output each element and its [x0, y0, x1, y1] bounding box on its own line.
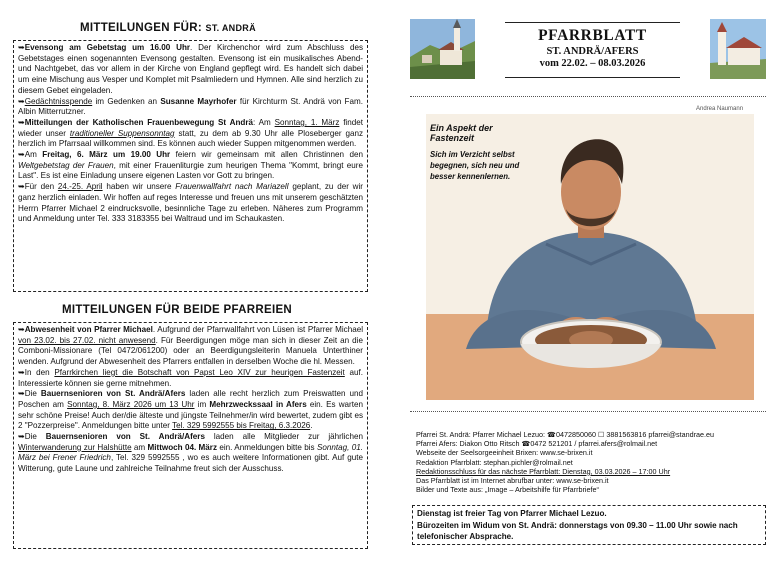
announcement-text: Frauenwallfahrt nach Mariazell — [175, 182, 289, 192]
announcement-item — [18, 389, 363, 432]
announcement-text: . Aufgrund der Pfarrwallfahrt von Lüsen ist Pfarrer Michael — [152, 325, 363, 334]
announcement-text: Pfarrkirchen liegt die Botschaft von Papst Leo XIV zur heurigen Fastenzeit — [54, 367, 345, 377]
announcement-item — [18, 182, 363, 225]
date-range: vom 22.02. – 08.03.2026 — [539, 58, 646, 69]
church-photo-right — [710, 19, 766, 79]
announcement-text: laden alle recht herzlich zum Preiswatten und Poschen am — [18, 389, 363, 409]
announcement-text: im — [194, 399, 210, 409]
announcement-text: Bauernsenioren von St. Andrä/Afers — [40, 389, 186, 399]
announcement-text: . — [310, 421, 313, 431]
pointing-hand-icon: ➥ — [18, 182, 25, 192]
announcement-item — [18, 97, 363, 118]
contact-info — [416, 430, 766, 494]
contact-info-line: Redaktionsschluss für das nächste Pfarrblatt: Dienstag, 03.03.2026 – 17:00 Uhr — [416, 466, 671, 476]
announcement-text: In den — [24, 367, 55, 377]
pointing-hand-icon: ➥ — [18, 389, 25, 399]
announcement-text: 24.-25. April — [57, 182, 103, 192]
announcement-text: Freitag, 6. März um 19.00 Uhr — [42, 150, 171, 160]
church-photo-left — [410, 19, 475, 79]
announcement-text: Bauernsenioren von St. Andrä/Afers — [45, 432, 205, 442]
announcement-text: geplant, zu der wir ganz herzlich einladen. Wir hoffen auf reges Interesse und freuen uns mit unserem geschätzten Herrn Pfarrer Michael 2 eindrucksvolle, besinnliche Tage zu erleben. Näheres zum Programm und Anmeldung unter Tel. 333 3183355 bei Waltraud und im Schaukasten. — [18, 182, 364, 224]
announcement-item — [18, 118, 363, 150]
announcement-item — [18, 368, 363, 389]
announcement-text: statt, zu dem ab 9.30 Uhr alle Ploseberger ganz herzlich im Pfarrsaal willkommen sind. Es können auch wieder Suppen mitgenommen werden. — [18, 128, 363, 149]
announcement-text: Am — [24, 150, 43, 160]
contact-info-line: Pfarrei Afers: Diakon Otto Ritsch ☎0472 521201 / pfarrei.afers@rolmail.net — [416, 439, 658, 449]
lent-illustration — [426, 114, 754, 400]
announcement-item — [18, 43, 363, 97]
announcement-item — [18, 150, 363, 182]
announcement-text: , mit einer Frauenliturgie zum heurigen Thema "Kommt, bringt eure Last". Es ist eine Einladung unsere eigenen Lasten vor Gott zu bringen. — [18, 160, 363, 181]
announcement-text: von 23.02. bis 27.02. nicht anwesend — [18, 335, 156, 345]
contact-info-line: Bilder und Texte aus: „Image – Arbeitshilfe für Pfarrbriefe“ — [416, 485, 599, 495]
announcement-text: Die — [24, 432, 46, 442]
announcement-text: laden alle Mitglieder zur jährlichen — [204, 432, 363, 442]
announcement-text: für Kirchturm St. Andrä von Fam. Albin Mitterrutzner. — [18, 96, 363, 117]
title-block — [505, 22, 680, 78]
illustration-caption-title: Ein Aspekt der Fastenzeit — [430, 123, 493, 143]
section1-box — [13, 40, 368, 292]
announcement-text: Die — [24, 389, 41, 399]
announcement-text: Sonntag, 1. März — [274, 117, 340, 127]
announcement-text: Mitteilungen der Katholischen Frauenbewegung St Andrä — [24, 117, 254, 127]
announcement-text: Gedächtnisspende — [24, 96, 93, 106]
section1-items — [18, 43, 363, 225]
announcement-text: im Gedenken an — [92, 96, 161, 106]
announcement-text: . Für Beerdigungen möge man sich in dieser Zeit an die Comboni-Missionare (Tel 0472/061200) oder an Beerdigungsleiterin Manuela Unterthiner wenden. Aufgrund der Abwesenheit des Pfarrers entfallen in derselben Woche die hl. Messen. — [18, 335, 363, 367]
announcement-text: auf. Interessierte können sie gerne mitnehmen. — [18, 367, 363, 388]
info-dotted-divider — [410, 411, 766, 412]
section2-box — [13, 322, 368, 549]
announcement-text: ein. Anmeldungen bitte bis — [217, 442, 317, 452]
section2-items — [18, 325, 363, 475]
announcement-text: traditioneller Suppensonntag — [69, 128, 175, 138]
announcement-item — [18, 432, 363, 475]
illustration-caption-text: Sich im Verzicht selbst begegnen, sich neu und besser kennenlernen. — [430, 150, 520, 181]
announcement-text: Weltgebetstag der Frauen — [18, 160, 114, 170]
day-off-note: Dienstag ist freier Tag von Pfarrer Michael Lezuo. — [417, 509, 607, 518]
office-hours-box — [412, 505, 766, 545]
announcement-text: ein. Es warten sehr schöne Preise! Auch der/die älteste und jüngste Teilnehmer/in wird bewertet, zudem gibt es 2 "Pozzerpreise". Anmeldungen bitte unter — [18, 399, 363, 431]
announcement-text: Tel. 329 5992555 bis Freitag, 6.3.2026 — [172, 421, 311, 431]
announcement-text: findet wieder unser — [18, 117, 363, 138]
announcement-text: Winterwanderung zur Halshütte — [18, 442, 132, 452]
pointing-hand-icon: ➥ — [18, 117, 25, 127]
pointing-hand-icon: ➥ — [18, 432, 25, 442]
section2-title: MITTEILUNGEN FÜR BEIDE PFARREIEN — [62, 304, 293, 316]
image-credit: Andrea Naumann — [696, 106, 744, 112]
announcement-text: haben wir unsere — [102, 182, 176, 192]
pointing-hand-icon: ➥ — [18, 43, 25, 52]
parish-name: ST. ANDRÄ/AFERS — [546, 46, 639, 57]
announcement-text: feiern wir gemeinsam mit allen Christinnen den — [170, 150, 363, 160]
announcement-text: Mehrzweckssaal in Afers — [209, 399, 307, 409]
section1-title: MITTEILUNGEN FÜR: ST. ANDRÄ — [80, 22, 256, 34]
contact-info-line: Das Pfarrblatt ist im Internet abrufbar unter: www.se-brixen.it — [416, 476, 609, 486]
announcement-text: Evensong am Gebetstag um 16.00 Uhr — [24, 43, 191, 52]
pointing-hand-icon: ➥ — [18, 150, 25, 160]
announcement-text: Sonntag, 8. März 2026 um 13 Uhr — [67, 399, 195, 409]
announcement-item — [18, 325, 363, 368]
pointing-hand-icon: ➥ — [18, 325, 25, 334]
office-hours-note: Bürozeiten im Widum von St. Andrä: donnerstags von 09.30 – 11.00 Uhr sowie nach telefonischer Absprache. — [417, 520, 738, 541]
announcement-text: Susanne Mayrhofer — [160, 96, 237, 106]
announcement-text: Sonntag, 01. März bei Frener Friedrich — [18, 442, 363, 463]
announcement-text: am — [131, 442, 148, 452]
announcement-text: . Der Kirchenchor wird zum Abschluss des Gebetstages einen sogenannten Evensong gestalten. Evensong ist ein musikalisches Abend- und Nachtgebet, das vor allem in der Kirche von England gepflegt wird. Es handelt sich dabei um eine Mischung aus Vesper und Komplet mit Psalmliedern und Hymnen. Alle sind herzlich zu diesem Gebet eingeladen. — [18, 43, 363, 95]
announcement-text: : Am — [253, 117, 275, 127]
pointing-hand-icon: ➥ — [18, 96, 25, 106]
announcement-text: Mittwoch 04. März — [147, 442, 217, 452]
contact-info-line: Redaktion Pfarrblatt: stephan.pichler@rolmail.net — [416, 457, 573, 467]
pointing-hand-icon: ➥ — [18, 367, 25, 377]
announcement-text: Abwesenheit von Pfarrer Michael — [24, 325, 153, 334]
newsletter-title: PFARRBLATT — [538, 27, 647, 44]
announcement-text: Für den — [24, 182, 58, 192]
announcement-text: , Tel. 329 5992555 , wo es auch weitere Informationen gibt. Auf gute Witterung, gute Laune und zahlreiche Teilnahme freut sich der Ausschuss. — [18, 453, 363, 474]
header-dotted-divider — [410, 96, 766, 97]
contact-info-line: Webseite der Seelsorgeeinheit Brixen: www.se-brixen.it — [416, 448, 593, 458]
contact-info-line: Pfarrei St. Andrä: Pfarrer Michael Lezuo: ☎0472850060 ☐ 3881563816 pfarrei@standrae.eu — [416, 430, 714, 439]
